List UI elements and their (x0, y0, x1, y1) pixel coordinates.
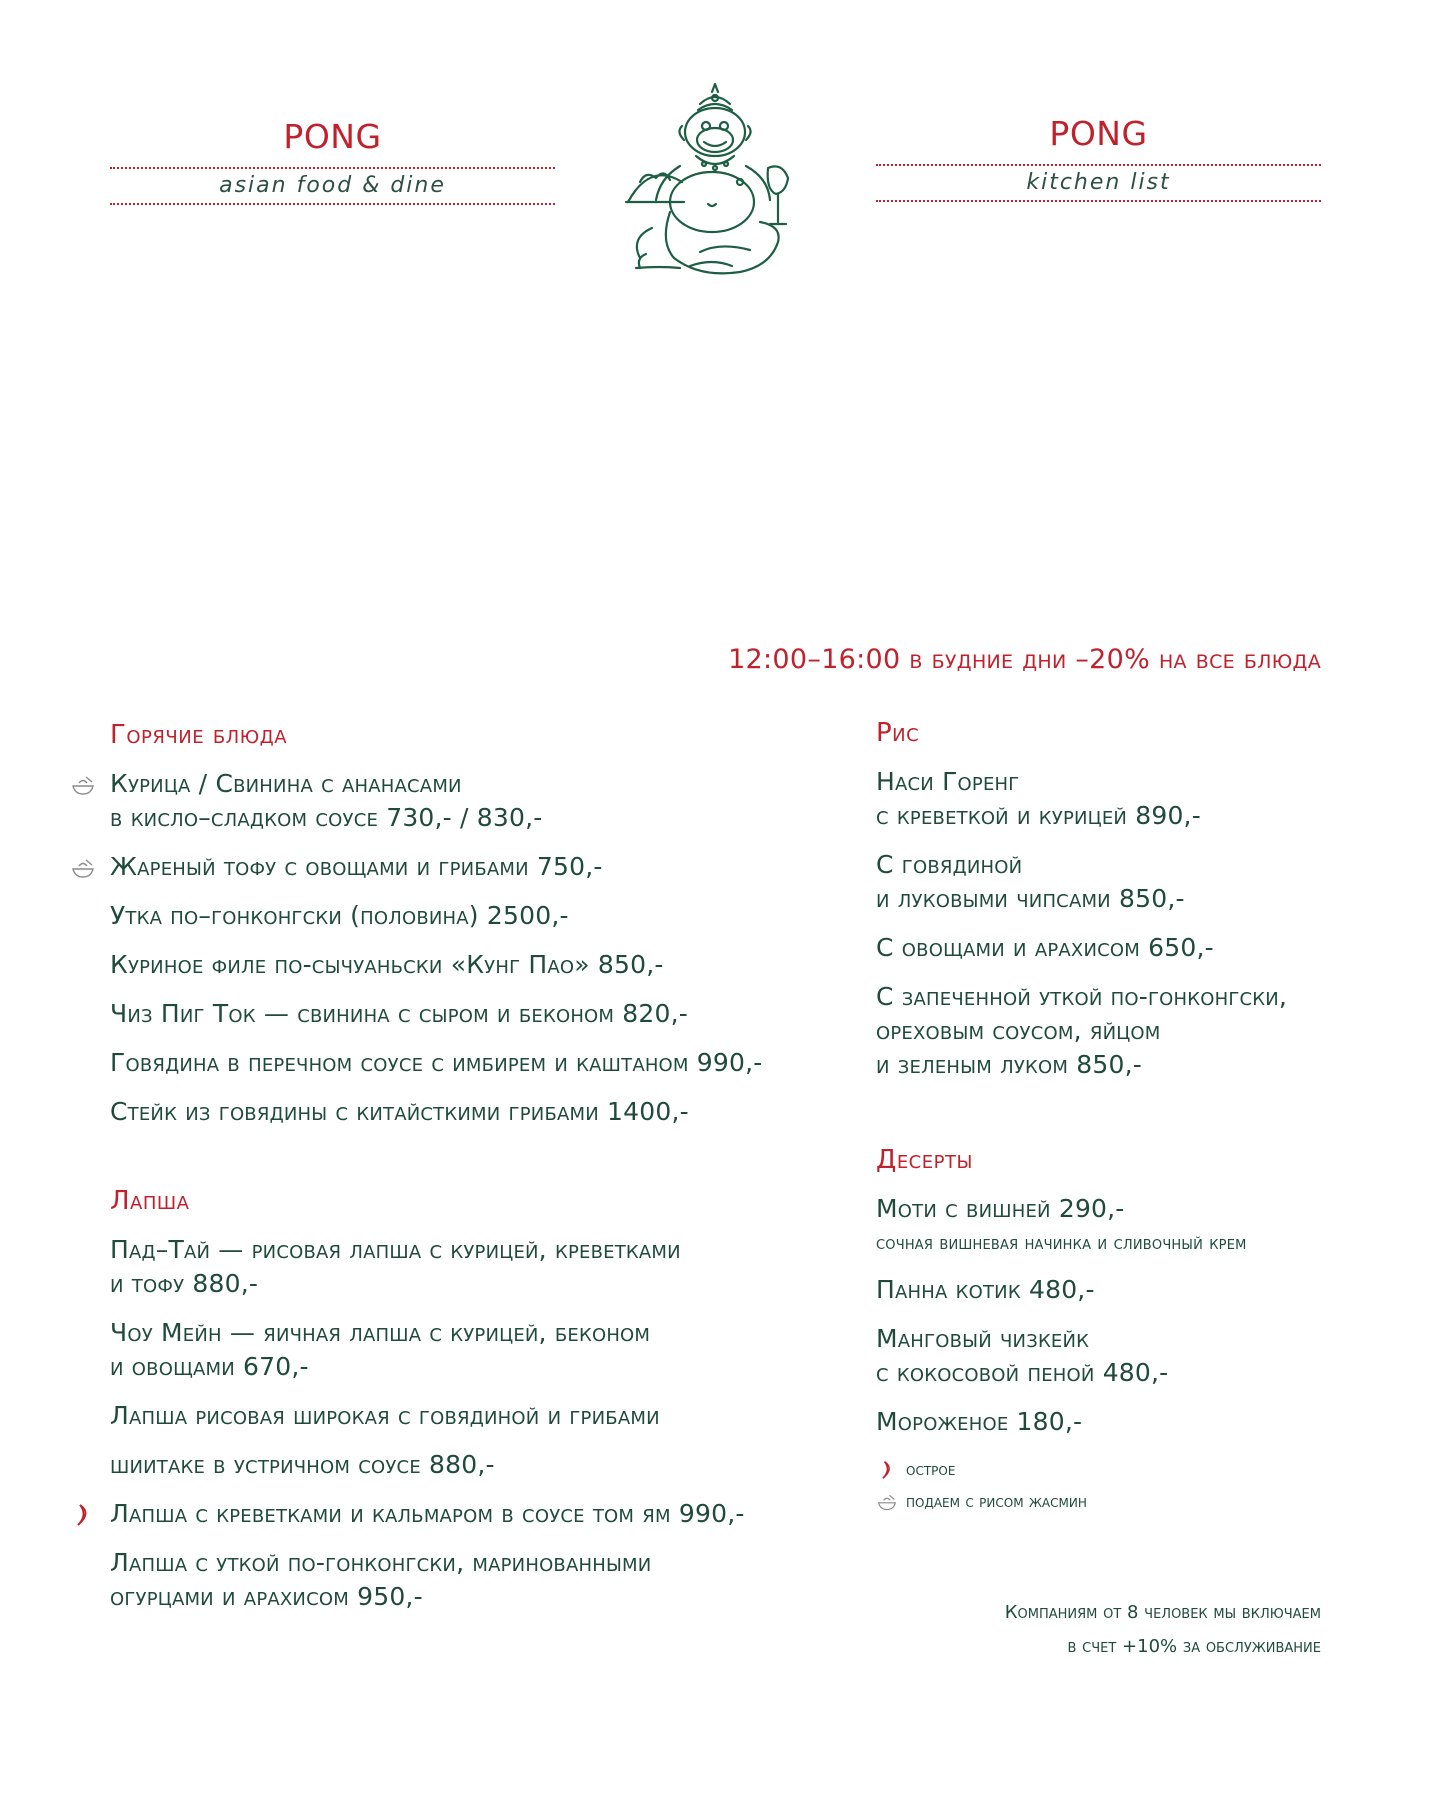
legend-spicy: острое (876, 1454, 1336, 1486)
menu-item: Наси Горенг с креветкой и курицей 890,- (876, 767, 1201, 830)
legend (876, 1454, 1336, 1518)
item-description: сочная вишневая начинка и сливочный крем (876, 1232, 1247, 1254)
menu-item: Жареный тофу с овощами и грибами 750,- (110, 850, 810, 884)
menu-item: шиитаке в устричном соусе 880,- (110, 1450, 495, 1479)
brand-name: PONG (1049, 114, 1148, 153)
chili-icon (70, 1503, 96, 1527)
rice-bowl-icon (70, 773, 96, 797)
brand-header-right (876, 114, 1321, 202)
menu-item: Пад–Тай — рисовая лапша с курицей, креветками и тофу 880,- (110, 1235, 681, 1298)
menu-item: Манговый чизкейк с кокосовой пеной 480,- (876, 1324, 1169, 1387)
menu-item: Моти с вишней 290,- сочная вишневая начинка и сливочный крем (876, 1192, 1336, 1258)
menu-item: С говядиной и луковыми чипсами 850,- (876, 850, 1185, 913)
menu-item: Чоу Мейн — яичная лапша с курицей, беконом и овощами 670,- (110, 1318, 651, 1381)
promo-banner: 12:00–16:00 в будние дни –20% на все блюда (728, 644, 1321, 675)
rice-bowl-icon (70, 856, 96, 880)
monkey-mascot-icon (600, 82, 830, 302)
brand-name: PONG (283, 117, 382, 156)
menu-item: Стейк из говядины с китайсткими грибами 1400,- (110, 1097, 689, 1126)
brand-tagline: asian food & dine (110, 167, 555, 205)
menu-item: Лапша с креветками и кальмаром в соусе том ям 990,- (110, 1497, 810, 1531)
chili-icon (876, 1460, 898, 1480)
section-title-rice: Рис (876, 718, 920, 748)
service-charge-note: Компаниям от 8 человек мы включаем в счет +10% за обслуживание (1004, 1602, 1321, 1657)
menu-item: Мороженое 180,- (876, 1407, 1083, 1436)
legend-rice: подаем с рисом жасмин (876, 1486, 1336, 1518)
menu-item: Говядина в перечном соусе с имбирем и каштаном 990,- (110, 1048, 763, 1077)
menu-item: Куриное филе по-сычуаньски «Кунг Пао» 850,- (110, 950, 664, 979)
brand-header-left (110, 117, 555, 205)
brand-tagline: kitchen list (876, 164, 1321, 202)
menu-item: С запеченной уткой по-гонконгски, ореховым соусом, яйцом и зеленым луком 850,- (876, 982, 1288, 1079)
menu-item: Лапша рисовая широкая с говядиной и грибами (110, 1401, 660, 1430)
section-title-hot: Горячие блюда (110, 720, 288, 750)
menu-item: Курица / Свинина с ананасами в кисло–сладком соусе 730,- / 830,- (110, 767, 810, 835)
menu-item: Панна котик 480,- (876, 1275, 1095, 1304)
menu-item: Чиз Пиг Ток — свинина с сыром и беконом 820,- (110, 999, 688, 1028)
section-title-noodles: Лапша (110, 1186, 190, 1216)
menu-column-left (110, 718, 810, 1629)
menu-column-right (876, 716, 1336, 1518)
menu-item: С овощами и арахисом 650,- (876, 933, 1214, 962)
menu-item: Утка по–гонконгски (половина) 2500,- (110, 901, 569, 930)
menu-item: Лапша с уткой по-гонконгски, маринованными огурцами и арахисом 950,- (110, 1548, 652, 1611)
rice-bowl-icon (876, 1492, 898, 1512)
section-title-desserts: Десерты (876, 1145, 973, 1175)
